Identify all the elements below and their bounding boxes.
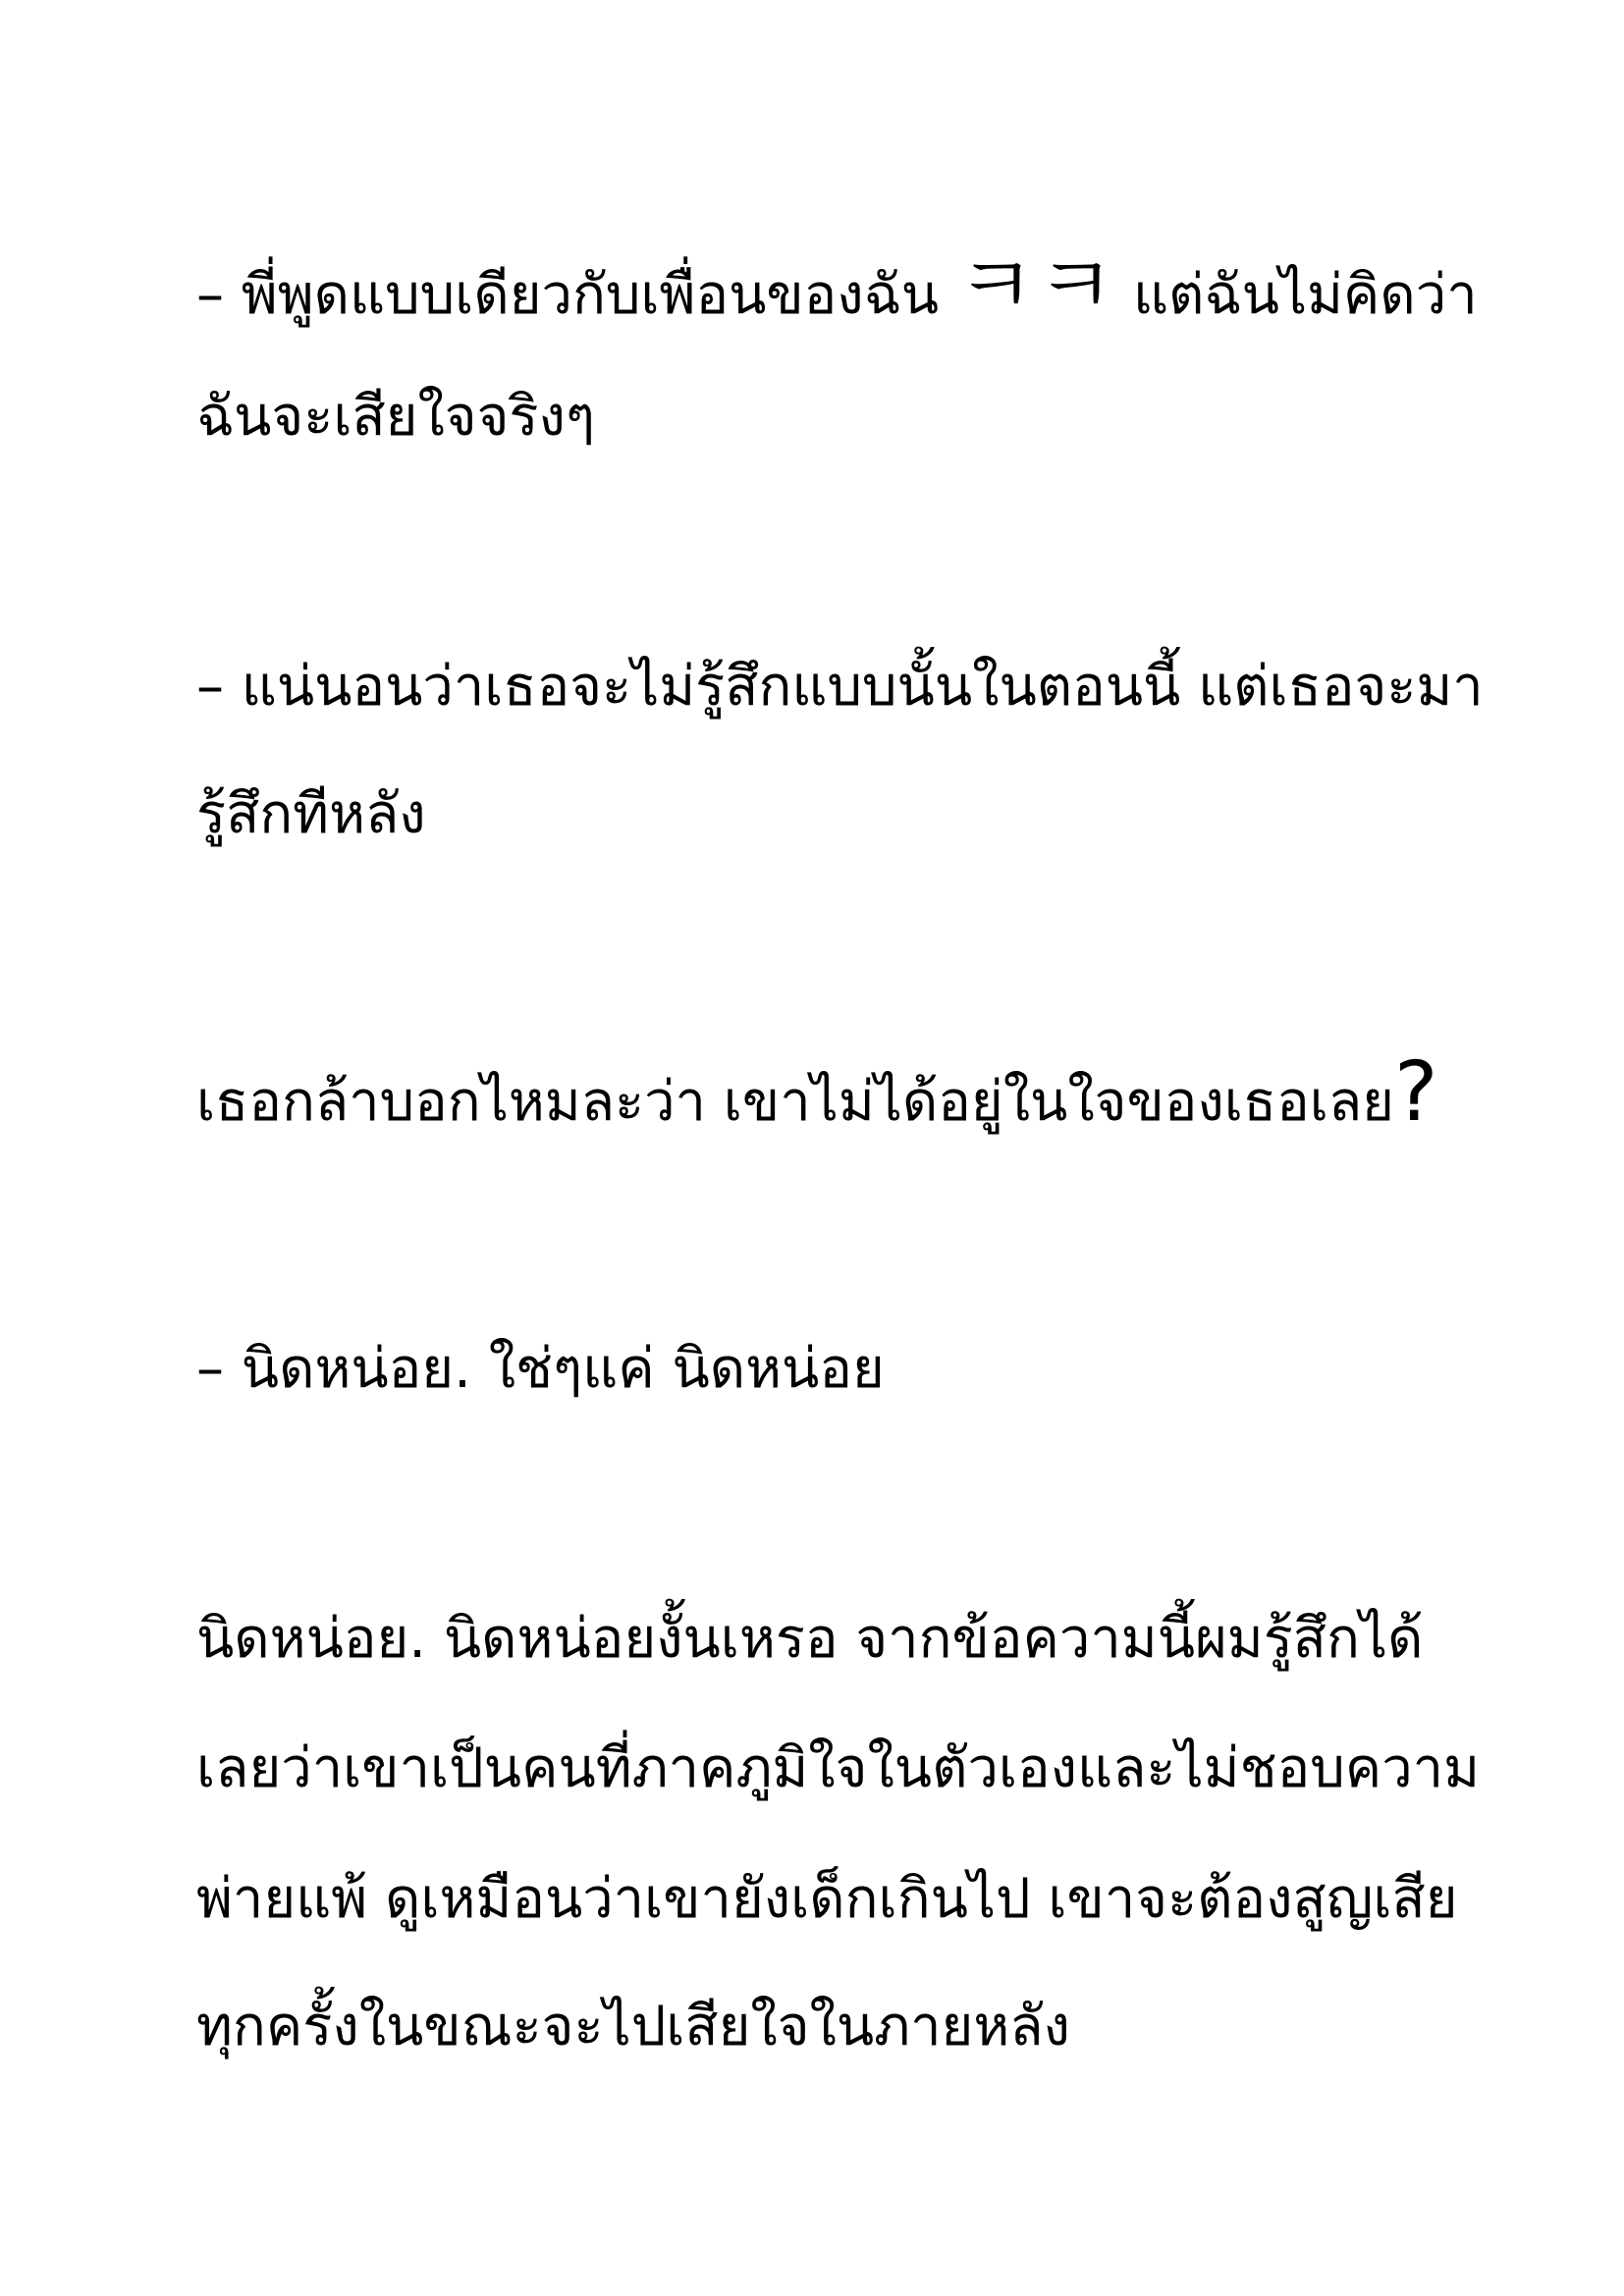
paragraph-5-line-1: นิดหน่อย. นิดหน่อยงั้นเหรอ จากข้อความนี้ผมรู้สึกได้ [196,1607,1424,1671]
paragraph-1-line-2: ฉันจะเสียใจจริงๆ [196,385,595,449]
paragraph-5-line-4: ทุกครั้งในขณะจะไปเสียใจในภายหลัง [196,1995,1070,2058]
paragraph-1-line-1-tail: แต่ฉันไม่คิดว่า [1115,263,1478,327]
paragraph-2-line-2: รู้สึกทีหลัง [196,782,426,846]
paragraph-4-line-1: – นิดหน่อย. ใช่ๆแค่ นิดหน่อย [196,1337,885,1401]
paragraph-3-line-1 [196,1043,1438,1142]
paragraph-1-line-1 [196,237,1478,335]
paragraph-3-line-1-text: เธอกล้าบอกไหมละว่า เขาไม่ได้อยู่ในใจของเธอเลย [196,1070,1394,1134]
paragraph-2-line-1: – แน่นอนว่าเธอจะไม่รู้สึกแบบนั้นในตอนนี้ แต่เธอจะมา [196,655,1484,719]
paragraph-5-line-3: พ่ายแพ้ ดูเหมือนว่าเขายังเด็กเกินไป เขาจะต้องสูญเสีย [196,1867,1458,1931]
paragraph-5-line-2: เลยว่าเขาเป็นคนที่ภาคภูมิใจในตัวเองและไม่ชอบความ [196,1736,1481,1800]
paragraph-3-question-mark: ? [1393,1043,1438,1140]
paragraph-1-line-1-text: – พี่พูดแบบเดียวกับเพื่อนของฉัน [196,263,956,327]
paragraph-1-laugh-mark: ㅋㅋ [955,237,1116,333]
